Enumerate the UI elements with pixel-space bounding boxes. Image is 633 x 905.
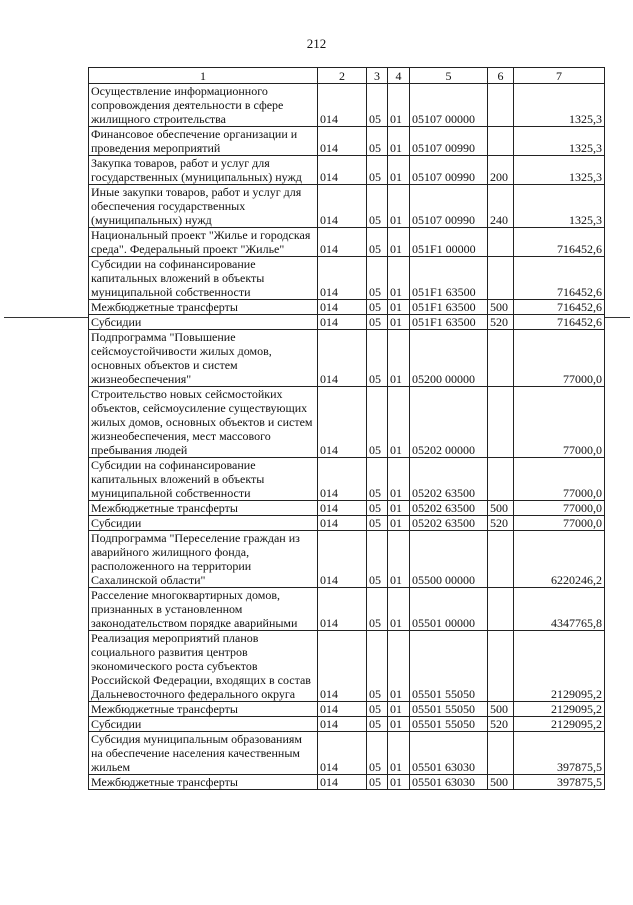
admin-code-cell: 014 xyxy=(318,228,367,257)
table-row xyxy=(89,516,605,531)
expense-type-cell xyxy=(488,387,514,458)
admin-code-cell: 014 xyxy=(318,300,367,315)
table-row xyxy=(89,717,605,732)
expense-type-cell xyxy=(488,330,514,387)
amount-cell: 397875,5 xyxy=(514,775,605,790)
section-cell: 05 xyxy=(367,387,388,458)
subsection-cell: 01 xyxy=(388,228,410,257)
subsection-cell: 01 xyxy=(388,315,410,330)
amount-cell: 1325,3 xyxy=(514,84,605,127)
amount-cell: 6220246,2 xyxy=(514,531,605,588)
target-article-cell: 051F1 63500 xyxy=(410,315,488,330)
table-row xyxy=(89,588,605,631)
target-article-cell: 05501 55050 xyxy=(410,702,488,717)
section-cell: 05 xyxy=(367,702,388,717)
subsection-cell: 01 xyxy=(388,387,410,458)
row-name-cell: Расселение многоквартирных домов, признанных в установленном законодательством порядке аварийными xyxy=(89,588,318,631)
section-cell: 05 xyxy=(367,257,388,300)
expense-type-cell xyxy=(488,228,514,257)
amount-cell: 2129095,2 xyxy=(514,717,605,732)
amount-cell: 716452,6 xyxy=(514,315,605,330)
section-cell: 05 xyxy=(367,84,388,127)
table-row xyxy=(89,185,605,228)
admin-code-cell: 014 xyxy=(318,127,367,156)
subsection-cell: 01 xyxy=(388,775,410,790)
row-name-cell: Национальный проект "Жилье и городская среда". Федеральный проект "Жилье" xyxy=(89,228,318,257)
amount-cell: 77000,0 xyxy=(514,387,605,458)
admin-code-cell: 014 xyxy=(318,631,367,702)
row-name-cell: Подпрограмма "Переселение граждан из аварийного жилищного фонда, расположенного на территории Сахалинской области" xyxy=(89,531,318,588)
row-name-cell: Строительство новых сейсмостойких объектов, сейсмоусиление существующих жилых домов, основных объектов и систем жизнеобеспечения, мест массового пребывания людей xyxy=(89,387,318,458)
row-name-cell: Межбюджетные трансферты xyxy=(89,300,318,315)
admin-code-cell: 014 xyxy=(318,257,367,300)
row-name-cell: Субсидия муниципальным образованиям на обеспечение населения качественным жильем xyxy=(89,732,318,775)
row-name-cell: Субсидии на софинансирование капитальных вложений в объекты муниципальной собственности xyxy=(89,257,318,300)
subsection-cell: 01 xyxy=(388,531,410,588)
target-article-cell: 05501 63030 xyxy=(410,732,488,775)
section-cell: 05 xyxy=(367,717,388,732)
strike-line-left xyxy=(4,317,88,318)
target-article-cell: 05107 00990 xyxy=(410,156,488,185)
table-row xyxy=(89,84,605,127)
target-article-cell: 05501 00000 xyxy=(410,588,488,631)
row-name-cell: Субсидии xyxy=(89,717,318,732)
target-article-cell: 051F1 63500 xyxy=(410,300,488,315)
table-row xyxy=(89,775,605,790)
subsection-cell: 01 xyxy=(388,501,410,516)
target-article-cell: 05200 00000 xyxy=(410,330,488,387)
subsection-cell: 01 xyxy=(388,257,410,300)
expense-type-cell: 200 xyxy=(488,156,514,185)
table-row xyxy=(89,531,605,588)
admin-code-cell: 014 xyxy=(318,458,367,501)
subsection-cell: 01 xyxy=(388,84,410,127)
section-cell: 05 xyxy=(367,458,388,501)
section-cell: 05 xyxy=(367,156,388,185)
target-article-cell: 05501 55050 xyxy=(410,631,488,702)
subsection-cell: 01 xyxy=(388,732,410,775)
table-row xyxy=(89,458,605,501)
table-row xyxy=(89,228,605,257)
target-article-cell: 05202 63500 xyxy=(410,516,488,531)
section-cell: 05 xyxy=(367,300,388,315)
table-row xyxy=(89,127,605,156)
admin-code-cell: 014 xyxy=(318,732,367,775)
expense-type-cell: 520 xyxy=(488,315,514,330)
target-article-cell: 05107 00990 xyxy=(410,127,488,156)
expense-type-cell: 500 xyxy=(488,775,514,790)
target-article-cell: 051F1 63500 xyxy=(410,257,488,300)
section-cell: 05 xyxy=(367,127,388,156)
row-name-cell: Иные закупки товаров, работ и услуг для обеспечения государственных (муниципальных) нужд xyxy=(89,185,318,228)
expense-type-cell: 500 xyxy=(488,501,514,516)
expense-type-cell: 240 xyxy=(488,185,514,228)
admin-code-cell: 014 xyxy=(318,330,367,387)
admin-code-cell: 014 xyxy=(318,501,367,516)
section-cell: 05 xyxy=(367,501,388,516)
subsection-cell: 01 xyxy=(388,300,410,315)
admin-code-cell: 014 xyxy=(318,516,367,531)
section-cell: 05 xyxy=(367,330,388,387)
table-row xyxy=(89,501,605,516)
row-name-cell: Субсидии на софинансирование капитальных вложений в объекты муниципальной собственности xyxy=(89,458,318,501)
expense-type-cell: 500 xyxy=(488,300,514,315)
column-header: 2 xyxy=(318,68,367,84)
admin-code-cell: 014 xyxy=(318,588,367,631)
section-cell: 05 xyxy=(367,516,388,531)
column-header: 4 xyxy=(388,68,410,84)
section-cell: 05 xyxy=(367,631,388,702)
amount-cell: 716452,6 xyxy=(514,228,605,257)
expense-type-cell xyxy=(488,588,514,631)
admin-code-cell: 014 xyxy=(318,156,367,185)
table-row xyxy=(89,156,605,185)
admin-code-cell: 014 xyxy=(318,84,367,127)
subsection-cell: 01 xyxy=(388,330,410,387)
strike-line-right xyxy=(604,317,630,318)
expense-type-cell xyxy=(488,458,514,501)
row-name-cell: Финансовое обеспечение организации и проведения мероприятий xyxy=(89,127,318,156)
table-row xyxy=(89,702,605,717)
expense-type-cell xyxy=(488,84,514,127)
target-article-cell: 05107 00000 xyxy=(410,84,488,127)
column-header: 1 xyxy=(89,68,318,84)
section-cell: 05 xyxy=(367,228,388,257)
column-header: 7 xyxy=(514,68,605,84)
admin-code-cell: 014 xyxy=(318,387,367,458)
admin-code-cell: 014 xyxy=(318,702,367,717)
amount-cell: 1325,3 xyxy=(514,127,605,156)
table-row xyxy=(89,257,605,300)
table-row xyxy=(89,315,605,330)
subsection-cell: 01 xyxy=(388,458,410,501)
amount-cell: 77000,0 xyxy=(514,330,605,387)
row-name-cell: Осуществление информационного сопровождения деятельности в сфере жилищного строительства xyxy=(89,84,318,127)
admin-code-cell: 014 xyxy=(318,531,367,588)
amount-cell: 397875,5 xyxy=(514,732,605,775)
row-name-cell: Субсидии xyxy=(89,315,318,330)
column-header: 3 xyxy=(367,68,388,84)
header-row xyxy=(89,68,605,84)
target-article-cell: 05501 55050 xyxy=(410,717,488,732)
column-header: 5 xyxy=(410,68,488,84)
amount-cell: 716452,6 xyxy=(514,300,605,315)
expense-type-cell: 520 xyxy=(488,516,514,531)
target-article-cell: 051F1 00000 xyxy=(410,228,488,257)
expense-type-cell: 520 xyxy=(488,717,514,732)
table-row xyxy=(89,330,605,387)
section-cell: 05 xyxy=(367,588,388,631)
section-cell: 05 xyxy=(367,315,388,330)
amount-cell: 2129095,2 xyxy=(514,702,605,717)
expense-type-cell xyxy=(488,732,514,775)
subsection-cell: 01 xyxy=(388,717,410,732)
table-row xyxy=(89,300,605,315)
amount-cell: 77000,0 xyxy=(514,516,605,531)
table-row xyxy=(89,631,605,702)
row-name-cell: Подпрограмма "Повышение сейсмоустойчивости жилых домов, основных объектов и систем жизнеобеспечения" xyxy=(89,330,318,387)
column-header: 6 xyxy=(488,68,514,84)
budget-table xyxy=(88,67,605,790)
subsection-cell: 01 xyxy=(388,185,410,228)
subsection-cell: 01 xyxy=(388,516,410,531)
table-row xyxy=(89,732,605,775)
row-name-cell: Реализация мероприятий планов социального развития центров экономического роста субъектов Российской Федерации, входящих в состав Дальневосточного федерального округа xyxy=(89,631,318,702)
amount-cell: 77000,0 xyxy=(514,501,605,516)
row-name-cell: Закупка товаров, работ и услуг для государственных (муниципальных) нужд xyxy=(89,156,318,185)
row-name-cell: Межбюджетные трансферты xyxy=(89,775,318,790)
table-body xyxy=(89,84,605,790)
section-cell: 05 xyxy=(367,531,388,588)
amount-cell: 1325,3 xyxy=(514,156,605,185)
admin-code-cell: 014 xyxy=(318,185,367,228)
admin-code-cell: 014 xyxy=(318,775,367,790)
expense-type-cell xyxy=(488,531,514,588)
row-name-cell: Межбюджетные трансферты xyxy=(89,702,318,717)
amount-cell: 716452,6 xyxy=(514,257,605,300)
expense-type-cell xyxy=(488,127,514,156)
target-article-cell: 05202 00000 xyxy=(410,387,488,458)
admin-code-cell: 014 xyxy=(318,315,367,330)
expense-type-cell xyxy=(488,631,514,702)
amount-cell: 1325,3 xyxy=(514,185,605,228)
subsection-cell: 01 xyxy=(388,156,410,185)
row-name-cell: Субсидии xyxy=(89,516,318,531)
target-article-cell: 05202 63500 xyxy=(410,501,488,516)
amount-cell: 4347765,8 xyxy=(514,588,605,631)
amount-cell: 2129095,2 xyxy=(514,631,605,702)
expense-type-cell: 500 xyxy=(488,702,514,717)
target-article-cell: 05501 63030 xyxy=(410,775,488,790)
subsection-cell: 01 xyxy=(388,588,410,631)
section-cell: 05 xyxy=(367,775,388,790)
section-cell: 05 xyxy=(367,185,388,228)
subsection-cell: 01 xyxy=(388,702,410,717)
target-article-cell: 05500 00000 xyxy=(410,531,488,588)
subsection-cell: 01 xyxy=(388,631,410,702)
page-number: 212 xyxy=(306,36,327,51)
section-cell: 05 xyxy=(367,732,388,775)
expense-type-cell xyxy=(488,257,514,300)
admin-code-cell: 014 xyxy=(318,717,367,732)
target-article-cell: 05202 63500 xyxy=(410,458,488,501)
subsection-cell: 01 xyxy=(388,127,410,156)
amount-cell: 77000,0 xyxy=(514,458,605,501)
table-row xyxy=(89,387,605,458)
row-name-cell: Межбюджетные трансферты xyxy=(89,501,318,516)
target-article-cell: 05107 00990 xyxy=(410,185,488,228)
